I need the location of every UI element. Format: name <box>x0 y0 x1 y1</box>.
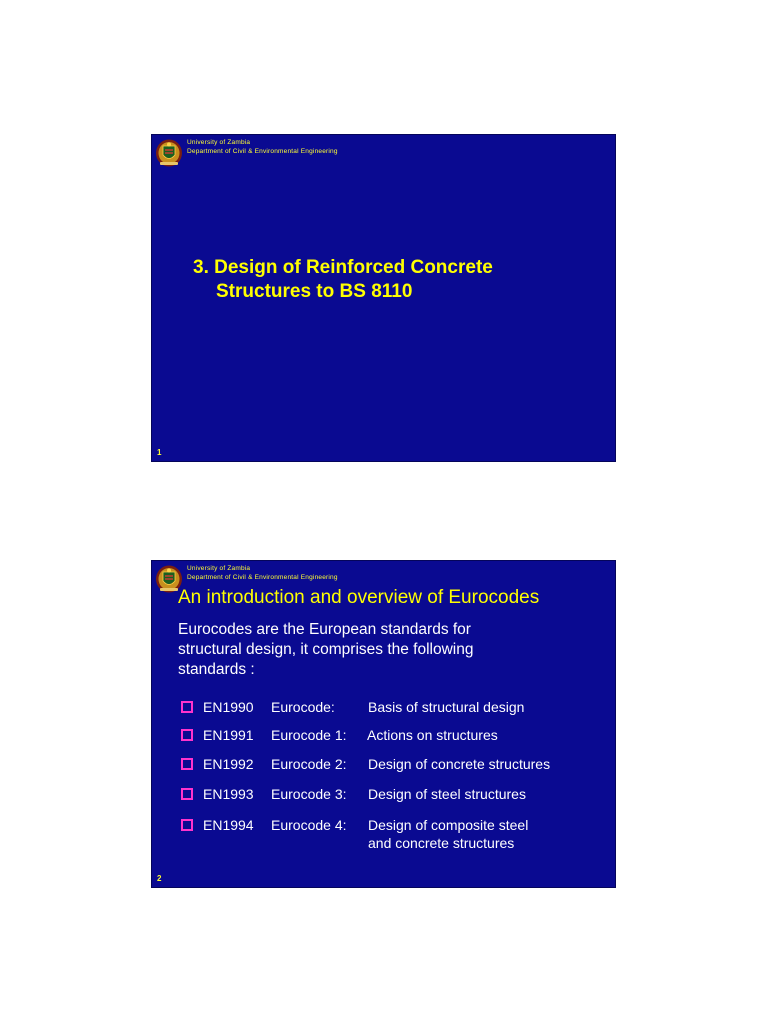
hollow-square-bullet-icon <box>181 819 193 831</box>
page-number: 2 <box>157 874 162 883</box>
university-crest-icon <box>155 138 183 168</box>
intro-line-3: standards : <box>178 661 255 678</box>
standard-description: Design of steel structures <box>368 786 526 802</box>
slide-header <box>187 139 338 156</box>
list-item <box>180 726 600 744</box>
list-item <box>180 785 600 803</box>
hollow-square-bullet-icon <box>181 788 193 800</box>
standard-code: EN1994 <box>203 817 254 833</box>
title-line-2: Structures to BS 8110 <box>216 281 413 302</box>
standard-description: Actions on structures <box>367 727 498 743</box>
standard-code: EN1990 <box>203 699 254 715</box>
list-item <box>180 755 600 773</box>
eurocode-number: Eurocode: <box>271 699 335 715</box>
standard-description: Design of concrete structures <box>368 756 551 772</box>
hollow-square-bullet-icon <box>181 758 193 770</box>
slide-title <box>193 256 493 304</box>
list-item <box>180 816 600 852</box>
intro-line-2: structural design, it comprises the following <box>178 641 474 658</box>
slide-header <box>187 565 338 582</box>
eurocode-number: Eurocode 2: <box>271 756 347 772</box>
university-name: University of Zambia <box>187 565 251 572</box>
eurocode-number: Eurocode 3: <box>271 786 347 802</box>
university-name: University of Zambia <box>187 139 251 146</box>
standard-description: Design of composite steel <box>368 817 529 833</box>
standard-code: EN1991 <box>203 727 254 743</box>
list-item <box>180 698 600 716</box>
standard-description: Basis of structural design <box>368 699 525 715</box>
standard-description-continued: and concrete structures <box>368 835 515 851</box>
intro-paragraph <box>178 620 608 680</box>
department-name: Department of Civil & Environmental Engineering <box>187 573 338 581</box>
intro-line-1: Eurocodes are the European standards for <box>178 621 471 638</box>
slide-title: An introduction and overview of Eurocodes <box>178 587 540 608</box>
slide-1 <box>151 134 616 462</box>
eurocode-number: Eurocode 1: <box>271 727 347 743</box>
eurocode-number: Eurocode 4: <box>271 817 347 833</box>
department-name: Department of Civil & Environmental Engineering <box>187 147 338 155</box>
standard-code: EN1992 <box>203 756 254 772</box>
hollow-square-bullet-icon <box>181 701 193 713</box>
page-number: 1 <box>157 448 162 457</box>
title-line-1: 3. Design of Reinforced Concrete <box>193 257 493 278</box>
standard-code: EN1993 <box>203 786 254 802</box>
slide-2 <box>151 560 616 888</box>
hollow-square-bullet-icon <box>181 729 193 741</box>
